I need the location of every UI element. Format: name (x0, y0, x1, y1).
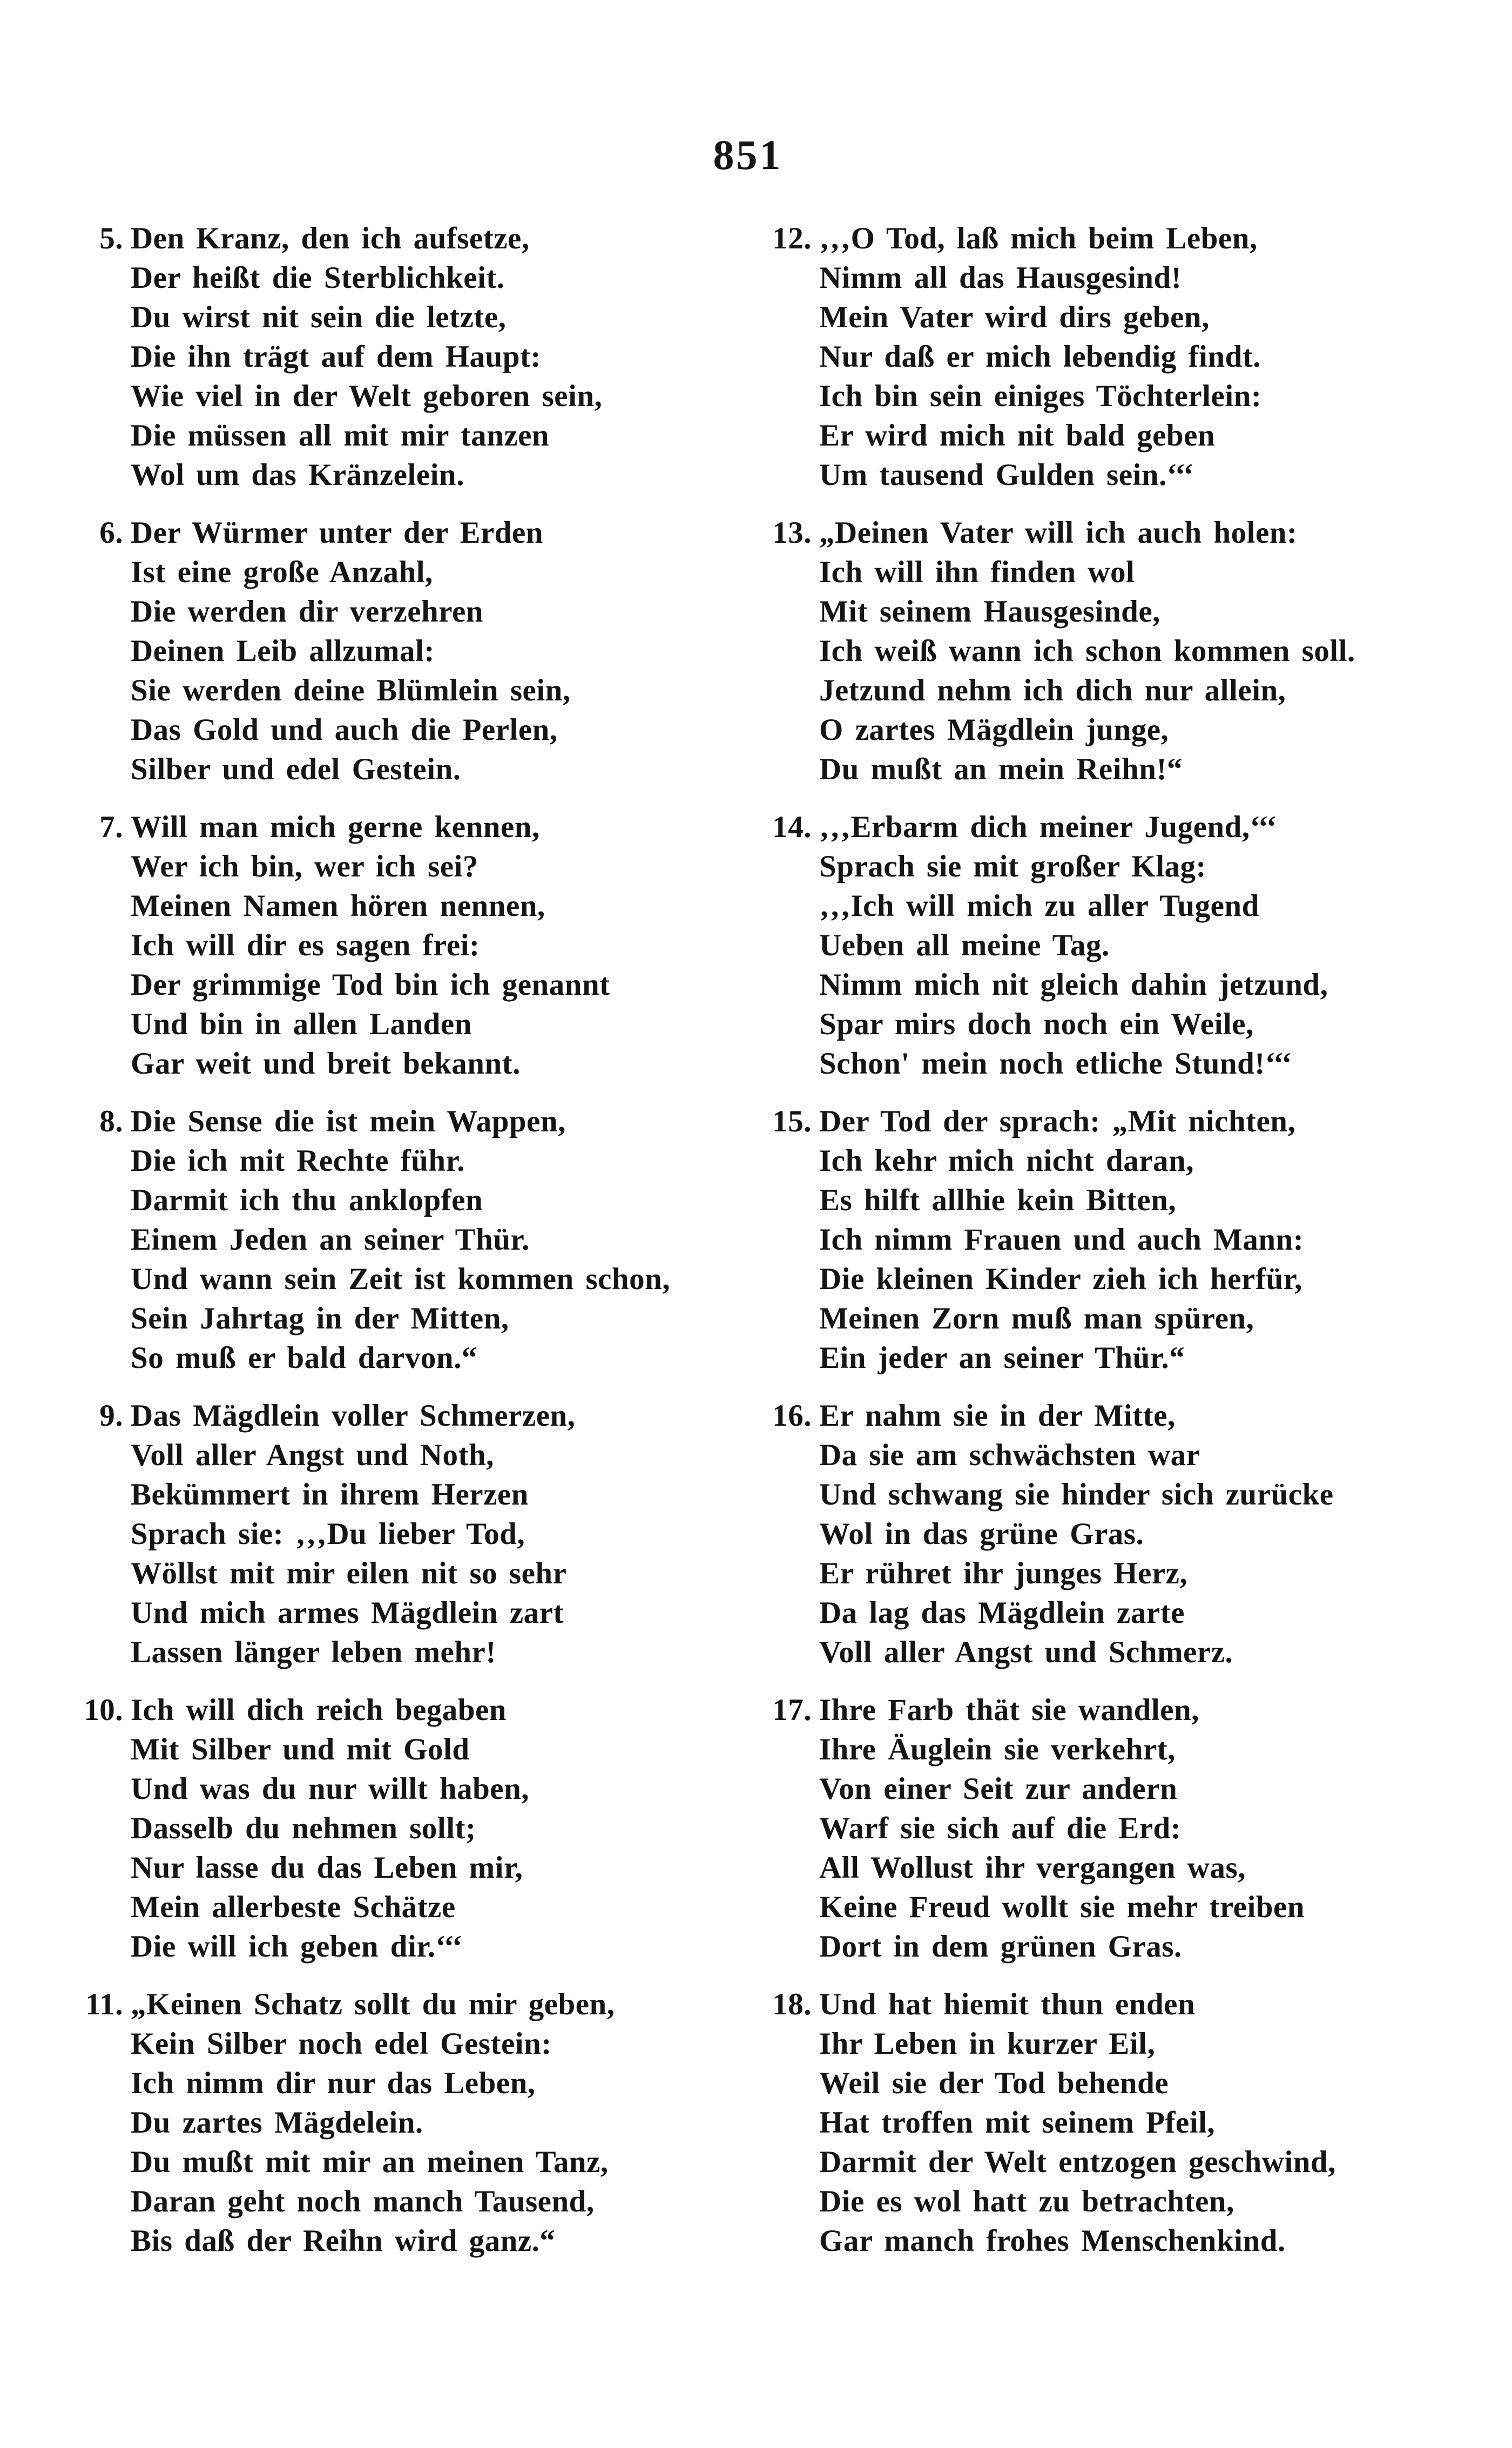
poem-line-text: Ihre Farb thät sie wandlen, (819, 1693, 1199, 1727)
poem-line (753, 1985, 1472, 2024)
poem-line: Gar manch frohes Menschenkind. (819, 2224, 1286, 2258)
poem-line: Warf sie sich auf die Erd: (819, 1811, 1182, 1845)
poem-line (753, 1690, 1472, 1730)
poem-line: Du wirst nit sein die letzte, (131, 300, 507, 334)
stanza-17 (753, 1690, 1472, 1966)
stanza-number: 13. (772, 516, 812, 550)
poem-line: Ich weiß wann ich schon kommen soll. (819, 634, 1355, 668)
poem-line: Und was du nur willt haben, (131, 1772, 530, 1806)
poem-line: Mit Silber und mit Gold (131, 1732, 470, 1766)
poem-line: Sprach sie mit großer Klag: (819, 849, 1207, 884)
stanza-18 (753, 1985, 1472, 2261)
poem-line-text: Der Tod der sprach: „Mit nichten, (819, 1104, 1296, 1138)
poem-line: Ich will ihn finden wol (819, 555, 1135, 589)
poem-line: Lassen länger leben mehr! (131, 1635, 496, 1669)
poem-line: Wer ich bin, wer ich sei? (131, 849, 478, 884)
poem-line: Meinen Zorn muß man spüren, (819, 1301, 1254, 1336)
stanza-number: 18. (772, 1987, 812, 2021)
poem-line (753, 219, 1472, 258)
column-left (65, 219, 751, 2279)
poem-line: Nimm mich nit gleich dahin jetzund, (819, 968, 1328, 1002)
stanza-10 (65, 1690, 751, 1966)
stanza-16 (753, 1396, 1472, 1672)
poem-line: ‚‚‚Ich will mich zu aller Tugend (819, 889, 1259, 923)
poem-line: Er rühret ihr junges Herz, (819, 1556, 1188, 1590)
poem-line-text: Das Mägdlein voller Schmerzen, (131, 1399, 576, 1433)
poem-line-text: Er nahm sie in der Mitte, (819, 1399, 1176, 1433)
stanza-12 (753, 219, 1472, 495)
poem-line: Er wird mich nit bald geben (819, 419, 1216, 453)
poem-line: Du mußt mit mir an meinen Tanz, (131, 2145, 609, 2179)
stanza-number: 10. (84, 1693, 123, 1727)
poem-line: Ich nimm Frauen und auch Mann: (819, 1223, 1304, 1257)
stanza-number: 11. (85, 1987, 123, 2021)
poem-line: Ihr Leben in kurzer Eil, (819, 2027, 1156, 2061)
poem-line: Spar mirs doch noch ein Weile, (819, 1007, 1254, 1041)
poem-line: Die müssen all mit mir tanzen (131, 419, 550, 453)
poem-line: Nur lasse du das Leben mir, (131, 1851, 523, 1885)
poem-line: Voll aller Angst und Schmerz. (819, 1635, 1233, 1669)
poem-line: Wol um das Kränzelein. (131, 458, 464, 492)
stanza-number: 14. (772, 810, 812, 844)
page-number: 851 (713, 131, 783, 178)
poem-line: Darmit der Welt entzogen geschwind, (819, 2145, 1336, 2179)
poem-line: Meinen Namen hören nennen, (131, 889, 545, 923)
poem-line (753, 1102, 1472, 1141)
stanza-number: 7. (99, 810, 123, 844)
poem-line (65, 513, 751, 552)
poem-line: Dort in dem grünen Gras. (819, 1930, 1182, 1964)
stanza-15 (753, 1102, 1472, 1378)
poem-line: Der heißt die Sterblichkeit. (131, 261, 505, 295)
stanza-7 (65, 807, 751, 1083)
poem-line: Keine Freud wollt sie mehr treiben (819, 1890, 1305, 1924)
poem-line: Die werden dir verzehren (131, 595, 483, 629)
poem-line: Ich bin sein einiges Töchterlein: (819, 379, 1262, 413)
stanza-8 (65, 1102, 751, 1378)
poem-line: So muß er bald darvon.“ (131, 1341, 477, 1375)
poem-line: O zartes Mägdlein junge, (819, 713, 1169, 747)
poem-line: Da sie am schwächsten war (819, 1438, 1200, 1472)
poem-line: Sie werden deine Blümlein sein, (131, 673, 571, 707)
poem-line-text: ‚‚‚O Tod, laß mich beim Leben, (819, 221, 1258, 255)
poem-line-text: ‚‚‚Erbarm dich meiner Jugend,‘‘‘ (819, 810, 1277, 844)
poem-line: Ich will dir es sagen frei: (131, 928, 480, 962)
poem-line: Ich kehr mich nicht daran, (819, 1144, 1194, 1178)
poem-line (65, 807, 751, 847)
poem-line: Ein jeder an seiner Thür.“ (819, 1341, 1185, 1375)
poem-line (753, 1396, 1472, 1435)
column-right (753, 219, 1472, 2279)
poem-line: Ueben all meine Tag. (819, 928, 1110, 962)
poem-line (65, 1985, 751, 2024)
poem-line: Mit seinem Hausgesinde, (819, 595, 1160, 629)
stanza-number: 6. (99, 516, 123, 550)
poem-line: Mein Vater wird dirs geben, (819, 300, 1210, 334)
poem-line (65, 1690, 751, 1730)
poem-line: Dasselb du nehmen sollt; (131, 1811, 476, 1845)
poem-line-text: „Deinen Vater will ich auch holen: (819, 516, 1298, 550)
poem-line: Die es wol hatt zu betrachten, (819, 2184, 1234, 2218)
poem-line-text: Die Sense die ist mein Wappen, (131, 1104, 566, 1138)
stanza-number: 8. (99, 1104, 123, 1138)
stanza-14 (753, 807, 1472, 1083)
poem-line: Wol in das grüne Gras. (819, 1517, 1144, 1551)
poem-line: Da lag das Mägdlein zarte (819, 1596, 1185, 1630)
poem-line: Deinen Leib allzumal: (131, 634, 435, 668)
poem-line-text: Will man mich gerne kennen, (131, 810, 540, 844)
poem-line: Silber und edel Gestein. (131, 752, 461, 786)
poem-line: Hat troffen mit seinem Pfeil, (819, 2106, 1216, 2140)
poem-line: Wöllst mit mir eilen nit so sehr (131, 1556, 567, 1590)
stanza-13 (753, 513, 1472, 789)
poem-line (65, 1396, 751, 1435)
poem-line-text: Den Kranz, den ich aufsetze, (131, 221, 530, 255)
poem-line: Nimm all das Hausgesind! (819, 261, 1182, 295)
poem-line: Ich nimm dir nur das Leben, (131, 2066, 536, 2100)
stanza-number: 15. (772, 1104, 812, 1138)
poem-line (753, 513, 1472, 552)
stanza-number: 12. (772, 221, 812, 255)
poem-line: Ist eine große Anzahl, (131, 555, 433, 589)
poem-line: Voll aller Angst und Noth, (131, 1438, 494, 1472)
poem-line: Daran geht noch manch Tausend, (131, 2184, 595, 2218)
poem-line: Und bin in allen Landen (131, 1007, 472, 1041)
poem-line: Einem Jeden an seiner Thür. (131, 1223, 530, 1257)
stanza-number: 5. (99, 221, 123, 255)
poem-line-text: Und hat hiemit thun enden (819, 1987, 1196, 2021)
poem-line: Von einer Seit zur andern (819, 1772, 1178, 1806)
stanza-number: 17. (772, 1693, 812, 1727)
stanza-number: 16. (772, 1399, 812, 1433)
poem-line: Und mich armes Mägdlein zart (131, 1596, 564, 1630)
stanza-11 (65, 1985, 751, 2261)
poem-line: Die ihn trägt auf dem Haupt: (131, 340, 541, 374)
poem-line (65, 219, 751, 258)
poem-line: Schon' mein noch etliche Stund!‘‘‘ (819, 1047, 1292, 1081)
poem-line: Um tausend Gulden sein.‘‘‘ (819, 458, 1194, 492)
poem-line: Die will ich geben dir.‘‘‘ (131, 1930, 463, 1964)
poem-line: Bis daß der Reihn wird ganz.“ (131, 2224, 556, 2258)
poem-line: Darmit ich thu anklopfen (131, 1183, 483, 1217)
poem-line: Ihre Äuglein sie verkehrt, (819, 1732, 1176, 1766)
poem-line: Du mußt an mein Reihn!“ (819, 752, 1183, 786)
poem-line: Sprach sie: ‚‚‚Du lieber Tod, (131, 1517, 525, 1551)
poem-line-text: Ich will dich reich begaben (131, 1693, 507, 1727)
poem-line: Mein allerbeste Schätze (131, 1890, 456, 1924)
poem-line: Nur daß er mich lebendig findt. (819, 340, 1261, 374)
stanza-6 (65, 513, 751, 789)
stanza-9 (65, 1396, 751, 1672)
poem-line: Der grimmige Tod bin ich genannt (131, 968, 610, 1002)
stanza-5 (65, 219, 751, 495)
poem-line: Kein Silber noch edel Gestein: (131, 2027, 552, 2061)
poem-line-text: „Keinen Schatz sollt du mir geben, (131, 1987, 615, 2021)
poem-line (65, 1102, 751, 1141)
stanza-number: 9. (99, 1399, 123, 1433)
poem-line: Es hilft allhie kein Bitten, (819, 1183, 1177, 1217)
poem-line: Das Gold und auch die Perlen, (131, 713, 558, 747)
poem-line: Weil sie der Tod behende (819, 2066, 1169, 2100)
poem-line: Und schwang sie hinder sich zurücke (819, 1478, 1334, 1512)
poem-line: Die ich mit Rechte führ. (131, 1144, 465, 1178)
poem-line: Die kleinen Kinder zieh ich herfür, (819, 1262, 1302, 1296)
poem-line (753, 807, 1472, 847)
poem-line: Jetzund nehm ich dich nur allein, (819, 673, 1286, 707)
poem-line: Sein Jahrtag in der Mitten, (131, 1301, 509, 1336)
poem-line: Du zartes Mägdelein. (131, 2106, 423, 2140)
poem-line: Gar weit und breit bekannt. (131, 1047, 521, 1081)
poem-line: Und wann sein Zeit ist kommen schon, (131, 1262, 671, 1296)
poem-line: Wie viel in der Welt geboren sein, (131, 379, 603, 413)
poem-line-text: Der Würmer unter der Erden (131, 516, 543, 550)
poem-line: All Wollust ihr vergangen was, (819, 1851, 1246, 1885)
poem-line: Bekümmert in ihrem Herzen (131, 1478, 529, 1512)
